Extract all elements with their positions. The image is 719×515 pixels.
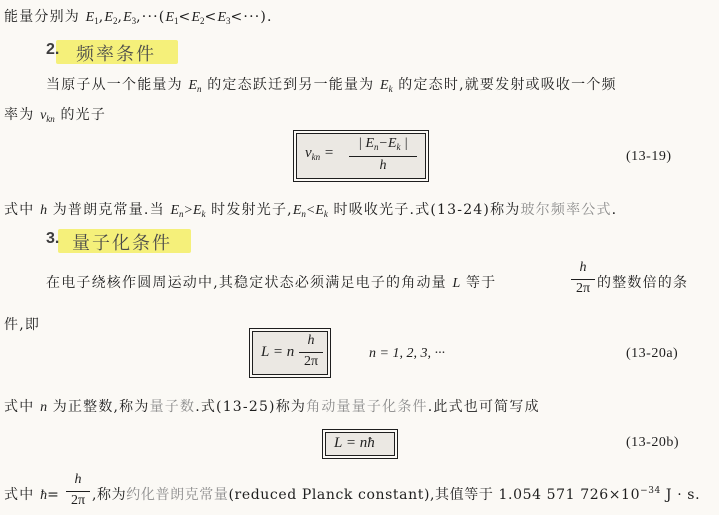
reduced-planck-term: 约化普朗克常量 bbox=[126, 487, 229, 503]
planck-line: 式中 h 为普朗克常量.当 $E_n>E_k$ 时发射光子$,E_n<E_k$ 时吸收光子.式(13-24)称为玻尔频率公式. bbox=[4, 202, 618, 219]
transition-paragraph-line2: 率为 $\nu_{kn}$ 的光子 bbox=[4, 107, 107, 124]
angular-momentum-quantization-term: 角动量量子化条件 bbox=[306, 399, 428, 415]
section-heading-2 bbox=[0, 40, 200, 65]
section-title: 量子化条件 bbox=[72, 233, 172, 254]
quantum-number-line: 式中 n 为正整数,称为量子数.式(13-25)称为角动量量子化条件.此式也可简写成 bbox=[4, 399, 540, 415]
line1-text: 能量分别为 bbox=[4, 9, 86, 25]
equation-box-13-20b: L = nħ bbox=[325, 432, 395, 456]
quantum-number-term: 量子数 bbox=[149, 399, 196, 415]
section-title: 频率条件 bbox=[76, 44, 156, 65]
quantization-paragraph-tail: 的整数倍的条 bbox=[597, 275, 689, 291]
equation-number-13-19: (13-19) bbox=[626, 149, 672, 164]
section-number: 2. bbox=[46, 41, 60, 58]
section-number: 3. bbox=[46, 230, 60, 247]
eq-denominator: h bbox=[379, 158, 387, 173]
quantization-paragraph-line1: 在电子绕核作圆周运动中,其稳定状态必须满足电子的角动量 L 等于 bbox=[46, 275, 497, 291]
equation-box-13-19 bbox=[296, 133, 426, 179]
energy-levels-line: 能量分别为 $E_1,E_2,E_3,\cdot\cdot\cdot(E_1<E_2<E_3<\cdot\cdot\cdot)$. bbox=[4, 9, 273, 26]
section-heading-3 bbox=[0, 229, 200, 254]
eq-numerator: | $E_n-E_k$ | bbox=[358, 136, 408, 152]
fraction-bar bbox=[349, 156, 417, 157]
eq-fraction bbox=[349, 136, 417, 176]
hbar-definition-fraction: h 2π bbox=[66, 472, 90, 512]
transition-paragraph-line1: 当原子从一个能量为 $E_n$ 的定态跃迁到另一能量为 $E_k$ 的定态时,就要发射或吸收一个频 bbox=[46, 77, 617, 94]
equation-number-13-20a: (13-20a) bbox=[626, 346, 679, 361]
equation-number-13-20b: (13-20b) bbox=[626, 435, 679, 450]
reduced-planck-line-start: 式中 ħ= bbox=[4, 487, 60, 503]
quantum-number-values: n = 1, 2, 3, ··· bbox=[369, 346, 445, 361]
equation-box-13-20a: L = n h 2π bbox=[252, 331, 328, 375]
eq-lhs: $\nu_{kn}$ = bbox=[305, 145, 335, 162]
bohr-frequency-term: 玻尔频率公式 bbox=[520, 202, 612, 218]
h-over-2pi-inline: h 2π bbox=[571, 260, 595, 300]
quantization-paragraph-line2: 件,即 bbox=[4, 317, 41, 333]
reduced-planck-line-end: ,称为约化普朗克常量(reduced Planck constant),其值等于 1.054 571 $726\times 10^{-34}$ J · s. bbox=[92, 486, 701, 503]
